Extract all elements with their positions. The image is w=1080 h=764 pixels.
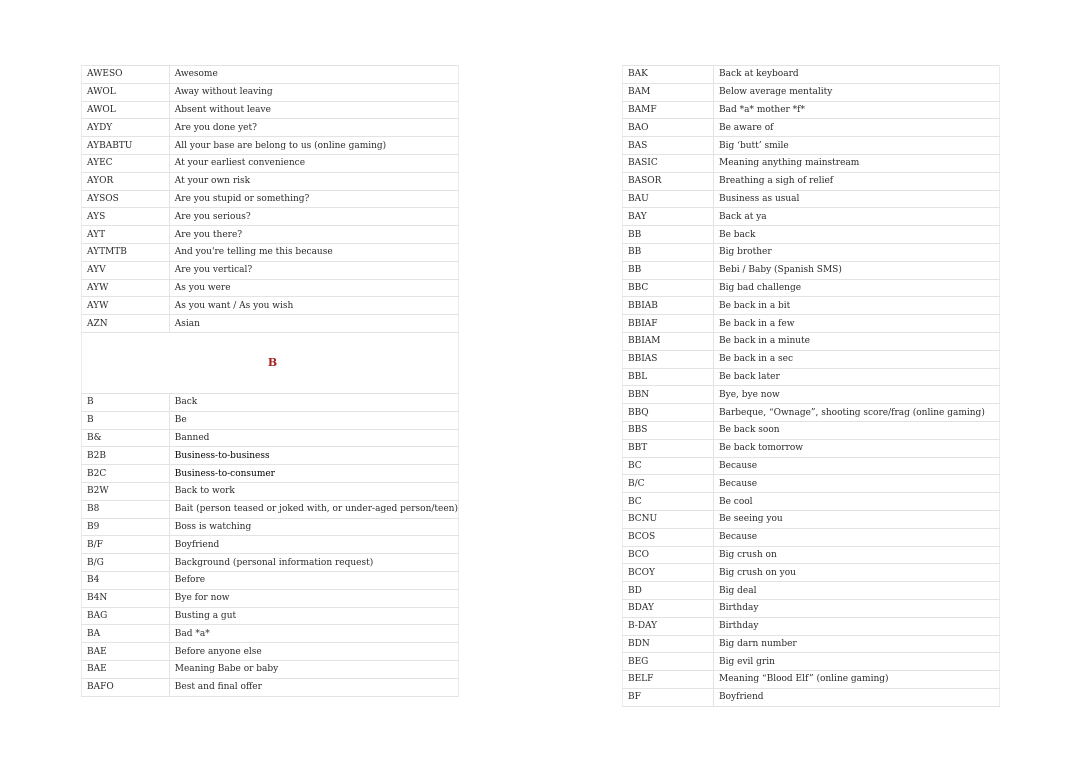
meaning-cell: Back at keyboard	[714, 66, 1000, 84]
acronym-rows-right	[623, 66, 1000, 707]
table-row	[623, 510, 1000, 528]
meaning-cell: Awesome	[169, 66, 458, 84]
acronym-cell: AYV	[82, 261, 170, 279]
acronym-cell: AYTMTB	[82, 243, 170, 261]
acronym-table-right	[622, 65, 1000, 707]
acronym-cell: AWOL	[82, 83, 170, 101]
table-row	[82, 297, 459, 315]
table-row	[623, 599, 1000, 617]
meaning-cell: Be	[169, 411, 458, 429]
table-row	[623, 137, 1000, 155]
acronym-cell: B	[82, 411, 170, 429]
acronym-cell: AYSOS	[82, 190, 170, 208]
acronym-cell: BF	[623, 688, 714, 706]
meaning-cell: Bebi / Baby (Spanish SMS)	[714, 261, 1000, 279]
acronym-table-left	[81, 65, 459, 697]
meaning-cell: Be back in a sec	[714, 350, 1000, 368]
meaning-cell: Back at ya	[714, 208, 1000, 226]
meaning-cell: Because	[714, 457, 1000, 475]
meaning-cell: Bad *a* mother *f*	[714, 101, 1000, 119]
table-row	[623, 617, 1000, 635]
table-row	[82, 607, 459, 625]
acronym-cell: B2W	[82, 482, 170, 500]
meaning-cell: Boss is watching	[169, 518, 458, 536]
acronym-cell: BBT	[623, 439, 714, 457]
table-row	[623, 582, 1000, 600]
acronym-cell: B/F	[82, 536, 170, 554]
meaning-cell: Be back in a bit	[714, 297, 1000, 315]
meaning-cell: Barbeque, “Ownage”, shooting score/frag (online gaming)	[714, 404, 1000, 422]
table-row	[82, 589, 459, 607]
meaning-cell: Big bad challenge	[714, 279, 1000, 297]
table-row	[623, 332, 1000, 350]
table-row	[623, 635, 1000, 653]
meaning-cell: Back to work	[169, 482, 458, 500]
table-row	[82, 243, 459, 261]
table-row	[82, 536, 459, 554]
meaning-cell: Business-to-business	[169, 447, 458, 465]
meaning-cell: Birthday	[714, 599, 1000, 617]
meaning-cell: Birthday	[714, 617, 1000, 635]
acronym-cell: AZN	[82, 315, 170, 333]
meaning-cell: Asian	[169, 315, 458, 333]
acronym-cell: BASIC	[623, 154, 714, 172]
meaning-cell: Business as usual	[714, 190, 1000, 208]
acronym-cell: BAE	[82, 643, 170, 661]
meaning-cell: Meaning “Blood Elf” (online gaming)	[714, 671, 1000, 689]
meaning-cell: Because	[714, 475, 1000, 493]
meaning-cell: Bad *a*	[169, 625, 458, 643]
acronym-cell: AWOL	[82, 101, 170, 119]
acronym-cell: AYT	[82, 226, 170, 244]
meaning-cell: Be back in a few	[714, 315, 1000, 333]
acronym-cell: BBN	[623, 386, 714, 404]
table-row	[82, 137, 459, 155]
acronym-cell: BAMF	[623, 101, 714, 119]
acronym-cell: B8	[82, 500, 170, 518]
acronym-cell: BBIAF	[623, 315, 714, 333]
meaning-cell: Be back later	[714, 368, 1000, 386]
meaning-cell: Before anyone else	[169, 643, 458, 661]
table-row	[82, 678, 459, 696]
table-row	[82, 190, 459, 208]
meaning-cell: Are you vertical?	[169, 261, 458, 279]
acronym-cell: BC	[623, 457, 714, 475]
table-row	[82, 226, 459, 244]
section-b	[82, 332, 459, 393]
table-row	[623, 315, 1000, 333]
acronym-cell: BCNU	[623, 510, 714, 528]
acronym-rows-a	[82, 66, 459, 333]
meaning-cell: Big evil grin	[714, 653, 1000, 671]
acronym-cell: AYOR	[82, 172, 170, 190]
acronym-cell: BEG	[623, 653, 714, 671]
table-row	[623, 243, 1000, 261]
meaning-cell: Background (personal information request)	[169, 554, 458, 572]
table-row	[623, 261, 1000, 279]
table-row	[82, 554, 459, 572]
table-row	[82, 500, 459, 518]
meaning-cell: At your own risk	[169, 172, 458, 190]
table-row	[82, 393, 459, 411]
acronym-cell: BBIAM	[623, 332, 714, 350]
table-row	[623, 190, 1000, 208]
acronym-cell: BBS	[623, 421, 714, 439]
table-row	[82, 279, 459, 297]
meaning-cell: As you want / As you wish	[169, 297, 458, 315]
table-row	[623, 208, 1000, 226]
table-row	[82, 429, 459, 447]
table-row	[623, 101, 1000, 119]
meaning-cell: At your earliest convenience	[169, 154, 458, 172]
acronym-cell: B2B	[82, 447, 170, 465]
meaning-cell: Big deal	[714, 582, 1000, 600]
table-row	[623, 475, 1000, 493]
acronym-cell: BAFO	[82, 678, 170, 696]
acronym-cell: B/C	[623, 475, 714, 493]
meaning-cell: Boyfriend	[169, 536, 458, 554]
meaning-cell: Be back tomorrow	[714, 439, 1000, 457]
table-row	[82, 66, 459, 84]
meaning-cell: Boyfriend	[714, 688, 1000, 706]
acronym-cell: B4N	[82, 589, 170, 607]
acronym-cell: B2C	[82, 465, 170, 483]
meaning-cell: Back	[169, 393, 458, 411]
acronym-cell: BBL	[623, 368, 714, 386]
table-row	[623, 439, 1000, 457]
acronym-cell: AYEC	[82, 154, 170, 172]
table-row	[82, 447, 459, 465]
meaning-cell: As you were	[169, 279, 458, 297]
meaning-cell: Are you there?	[169, 226, 458, 244]
acronym-cell: BCO	[623, 546, 714, 564]
table-row	[623, 279, 1000, 297]
meaning-cell: Be back	[714, 226, 1000, 244]
acronym-cell: BA	[82, 625, 170, 643]
table-row	[623, 297, 1000, 315]
meaning-cell: Before	[169, 571, 458, 589]
table-row	[82, 315, 459, 333]
meaning-cell: Absent without leave	[169, 101, 458, 119]
meaning-cell: Big brother	[714, 243, 1000, 261]
meaning-cell: Away without leaving	[169, 83, 458, 101]
acronym-cell: BC	[623, 493, 714, 511]
meaning-cell: Meaning anything mainstream	[714, 154, 1000, 172]
meaning-cell: Bait (person teased or joked with, or under-aged person/teen)	[169, 500, 458, 518]
meaning-cell: Big ‘butt’ smile	[714, 137, 1000, 155]
acronym-cell: BBIAS	[623, 350, 714, 368]
table-row	[82, 119, 459, 137]
table-row	[82, 643, 459, 661]
acronym-cell: BAY	[623, 208, 714, 226]
meaning-cell: Banned	[169, 429, 458, 447]
acronym-rows-b	[82, 393, 459, 696]
table-row	[82, 518, 459, 536]
acronym-cell: AYBABTU	[82, 137, 170, 155]
table-row	[623, 528, 1000, 546]
acronym-cell: BAU	[623, 190, 714, 208]
acronym-cell: B	[82, 393, 170, 411]
table-row	[82, 101, 459, 119]
meaning-cell: Be cool	[714, 493, 1000, 511]
acronym-cell: BELF	[623, 671, 714, 689]
meaning-cell: Because	[714, 528, 1000, 546]
meaning-cell: Below average mentality	[714, 83, 1000, 101]
table-row	[82, 172, 459, 190]
table-row	[82, 261, 459, 279]
acronym-cell: BB	[623, 243, 714, 261]
meaning-cell: Be seeing you	[714, 510, 1000, 528]
acronym-cell: AYW	[82, 279, 170, 297]
acronym-cell: AWESO	[82, 66, 170, 84]
table-row	[623, 493, 1000, 511]
meaning-cell: Are you stupid or something?	[169, 190, 458, 208]
acronym-cell: BBIAB	[623, 297, 714, 315]
section-letter: B	[267, 356, 278, 370]
meaning-cell: Be back soon	[714, 421, 1000, 439]
acronym-cell: B/G	[82, 554, 170, 572]
meaning-cell: Bye, bye now	[714, 386, 1000, 404]
acronym-cell: B9	[82, 518, 170, 536]
table-row	[82, 411, 459, 429]
acronym-cell: AYDY	[82, 119, 170, 137]
table-row	[623, 457, 1000, 475]
acronym-cell: BDN	[623, 635, 714, 653]
meaning-cell: Bye for now	[169, 589, 458, 607]
acronym-cell: BD	[623, 582, 714, 600]
meaning-cell: Be back in a minute	[714, 332, 1000, 350]
acronym-cell: AYS	[82, 208, 170, 226]
table-row	[623, 66, 1000, 84]
table-row	[623, 172, 1000, 190]
table-row	[623, 671, 1000, 689]
acronym-cell: BDAY	[623, 599, 714, 617]
table-row	[623, 653, 1000, 671]
table-row	[623, 154, 1000, 172]
acronym-cell: BAE	[82, 660, 170, 678]
table-row	[82, 571, 459, 589]
table-row	[623, 119, 1000, 137]
table-row	[82, 660, 459, 678]
meaning-cell: All your base are belong to us (online gaming)	[169, 137, 458, 155]
table-row	[623, 226, 1000, 244]
section-header	[82, 332, 459, 393]
table-row	[82, 465, 459, 483]
meaning-cell: Big crush on you	[714, 564, 1000, 582]
acronym-cell: BCOS	[623, 528, 714, 546]
meaning-cell: Be aware of	[714, 119, 1000, 137]
acronym-cell: B-DAY	[623, 617, 714, 635]
meaning-cell: Busting a gut	[169, 607, 458, 625]
meaning-cell: And you're telling me this because	[169, 243, 458, 261]
acronym-cell: BASOR	[623, 172, 714, 190]
table-row	[82, 83, 459, 101]
table-row	[623, 350, 1000, 368]
table-row	[623, 421, 1000, 439]
table-row	[623, 368, 1000, 386]
acronym-cell: BAG	[82, 607, 170, 625]
acronym-cell: BBC	[623, 279, 714, 297]
meaning-cell: Meaning Babe or baby	[169, 660, 458, 678]
acronym-cell: AYW	[82, 297, 170, 315]
table-row	[623, 386, 1000, 404]
acronym-cell: BBQ	[623, 404, 714, 422]
table-row	[623, 546, 1000, 564]
meaning-cell: Big crush on	[714, 546, 1000, 564]
meaning-cell: Are you done yet?	[169, 119, 458, 137]
acronym-cell: BB	[623, 261, 714, 279]
acronym-cell: B4	[82, 571, 170, 589]
acronym-cell: BCOY	[623, 564, 714, 582]
meaning-cell: Best and final offer	[169, 678, 458, 696]
meaning-cell: Breathing a sigh of relief	[714, 172, 1000, 190]
meaning-cell: Are you serious?	[169, 208, 458, 226]
table-row	[623, 404, 1000, 422]
acronym-cell: BAM	[623, 83, 714, 101]
table-row	[623, 83, 1000, 101]
acronym-cell: B&	[82, 429, 170, 447]
table-row	[623, 564, 1000, 582]
table-row	[82, 625, 459, 643]
acronym-cell: BAS	[623, 137, 714, 155]
table-row	[623, 688, 1000, 706]
meaning-cell: Business-to-consumer	[169, 465, 458, 483]
acronym-cell: BB	[623, 226, 714, 244]
table-row	[82, 208, 459, 226]
meaning-cell: Big darn number	[714, 635, 1000, 653]
table-row	[82, 482, 459, 500]
acronym-cell: BAK	[623, 66, 714, 84]
acronym-cell: BAO	[623, 119, 714, 137]
table-row	[82, 154, 459, 172]
